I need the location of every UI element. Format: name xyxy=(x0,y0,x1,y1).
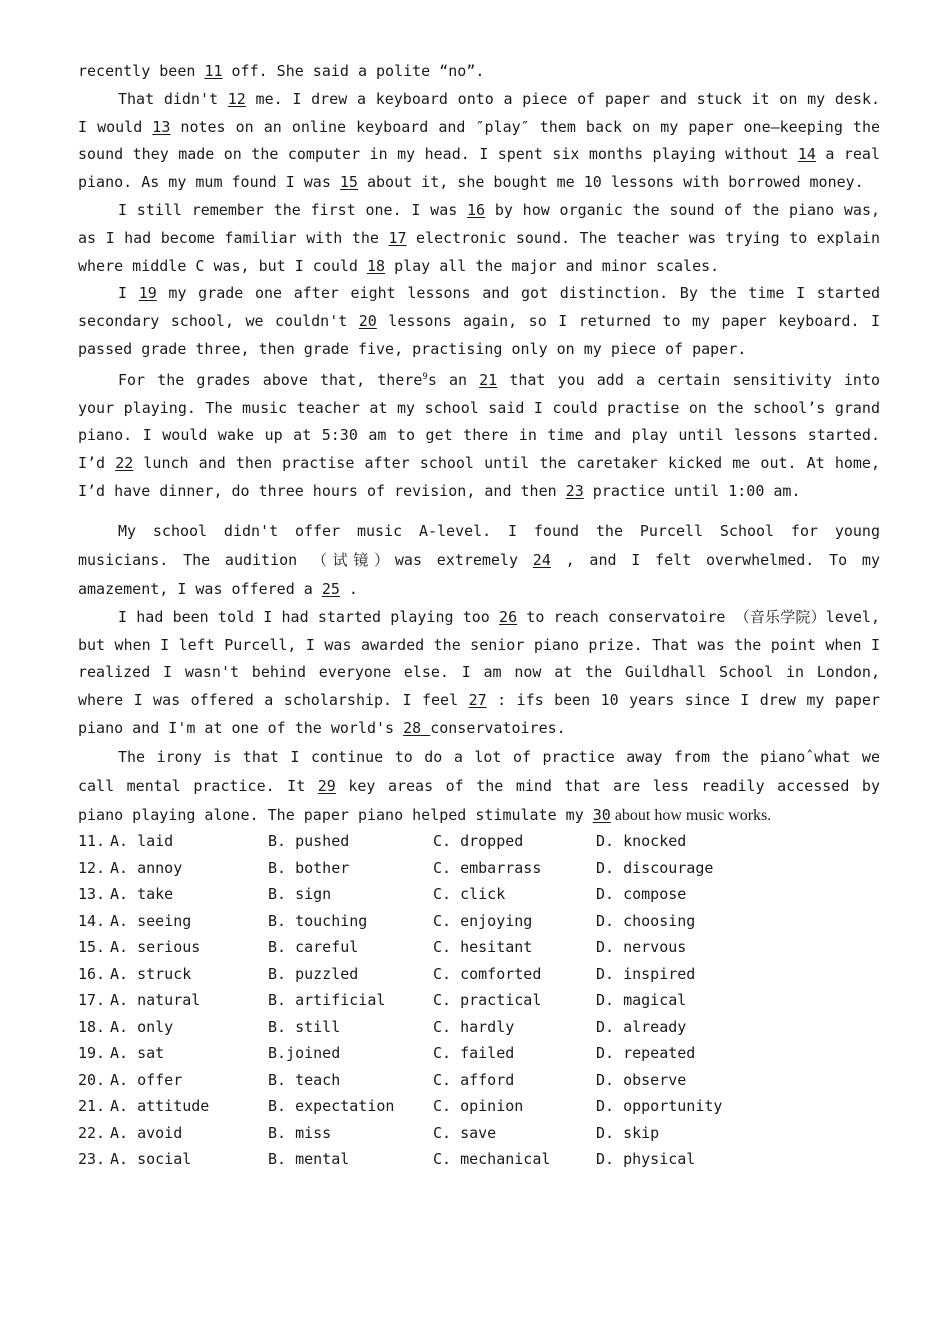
option-a: A. avoid xyxy=(110,1123,183,1142)
text: s an xyxy=(427,370,480,389)
option-d: D. physical xyxy=(596,1150,696,1168)
question-number: 15. xyxy=(78,938,106,956)
option-b: B. artificial xyxy=(268,991,386,1009)
text: that you add a certain sensitivity into your playing. The music teacher at my school said I could practise on the school’s grand piano. I would wake up at 5:30 am to get there in time and play until lessons started. I’d xyxy=(78,370,881,473)
option-row xyxy=(78,1067,880,1094)
option-c: C. hardly xyxy=(433,1017,515,1036)
paragraph-5 xyxy=(78,364,880,506)
question-number: 12. xyxy=(78,858,106,877)
blank-30: 30 xyxy=(592,805,611,824)
blank-18: 18 xyxy=(366,256,386,275)
question-number: 14. xyxy=(78,911,106,930)
text: play all the major and minor scales. xyxy=(385,256,720,275)
blank-25: 25 xyxy=(321,579,340,598)
option-d: D. opportunity xyxy=(596,1097,723,1115)
option-d: D. skip xyxy=(596,1123,660,1142)
option-a: A. take xyxy=(110,885,174,903)
option-d: D. magical xyxy=(596,991,687,1009)
option-b: B. mental xyxy=(268,1150,350,1168)
text: key areas of the mind that are less readily accessed by piano playing alone. The paper piano helped stimulate my xyxy=(78,776,880,824)
option-d: D. inspired xyxy=(596,964,696,983)
question-number: 23. xyxy=(78,1150,106,1168)
option-b: B.joined xyxy=(268,1044,341,1062)
option-c: C. click xyxy=(433,885,506,903)
option-c: C. opinion xyxy=(433,1097,524,1115)
blank-13: 13 xyxy=(152,117,171,136)
text: . xyxy=(339,579,358,598)
text: about how music works. xyxy=(610,806,772,824)
question-number: 16. xyxy=(78,964,106,983)
text: My school didn't offer music A-level. I found the Purcell School for young musicians. The audition （试镜）was extremely xyxy=(78,521,880,569)
option-row xyxy=(78,934,880,961)
answer-options xyxy=(78,828,880,1173)
blank-21: 21 xyxy=(479,370,498,389)
text: I xyxy=(118,284,139,303)
option-row xyxy=(78,855,880,882)
option-c: C. enjoying xyxy=(433,911,533,930)
text: lunch and then practise after school until the caretaker kicked me out. At home, I’d have dinner, do three hours of revision, and then xyxy=(78,454,880,500)
blank-24: 24 xyxy=(532,550,551,569)
text: about it, she bought me 10 lessons with borrowed money. xyxy=(357,173,864,192)
blank-27: 27 xyxy=(468,691,487,710)
option-row xyxy=(78,881,880,908)
option-a: A. seeing xyxy=(110,911,192,930)
text: , and I felt overwhelmed. To my amazement, I was offered a xyxy=(78,550,880,598)
paragraph-4 xyxy=(78,280,880,363)
option-a: A. social xyxy=(110,1150,192,1168)
text: practice until 1:00 am. xyxy=(583,481,801,500)
blank-29: 29 xyxy=(317,776,336,795)
option-c: C. save xyxy=(433,1123,497,1142)
option-c: C. hesitant xyxy=(433,938,533,956)
blank-26: 26 xyxy=(499,607,518,626)
text: by how organic the sound of the piano was, as I had become familiar with the xyxy=(78,200,881,247)
text: recently been xyxy=(78,62,205,80)
option-b: B. careful xyxy=(268,938,359,956)
option-d: D. knocked xyxy=(596,832,687,850)
text: to reach conservatoire （音乐学院）level, but when I left Purcell, I was awarded the senior piano prize. That was the point when I realized I wasn't behind everyone else. I am now at the Guildhall School in London, where I was offered a scholarship. I feel xyxy=(78,607,880,710)
question-number: 21. xyxy=(78,1097,106,1115)
text: me. I drew a keyboard onto a piece of paper and stuck it on my desk. I would xyxy=(78,89,881,136)
text: notes on an online keyboard and ″play″ them back on my paper one—keeping the sound they made on the computer in my head. I spent six months playing without xyxy=(78,117,881,164)
question-number: 20. xyxy=(78,1070,106,1089)
option-b: B. puzzled xyxy=(268,964,359,983)
text: electronic sound. The teacher was trying to explain where middle C was, but I could xyxy=(78,228,880,275)
option-a: A. serious xyxy=(110,938,201,956)
question-number: 13. xyxy=(78,885,106,903)
paragraph-3 xyxy=(78,197,880,280)
option-d: D. repeated xyxy=(596,1044,696,1062)
text: I still remember the first one. I was xyxy=(118,200,468,219)
option-b: B. teach xyxy=(268,1070,341,1089)
option-b: B. miss xyxy=(268,1123,332,1142)
text: : ifs been 10 years since I drew my paper piano and I'm at one of the world's xyxy=(78,691,880,737)
question-number: 19. xyxy=(78,1044,106,1062)
option-a: A. struck xyxy=(110,964,192,983)
option-row xyxy=(78,987,880,1014)
text: lessons again, so I returned to my paper keyboard. I passed grade three, then grade five, practising only on my piece of paper. xyxy=(78,312,880,358)
option-d: D. observe xyxy=(596,1070,687,1089)
option-b: B. pushed xyxy=(268,832,350,850)
blank-14: 14 xyxy=(797,145,816,164)
option-b: B. sign xyxy=(268,885,332,903)
option-row xyxy=(78,1120,880,1147)
text: That didn't xyxy=(118,89,228,108)
option-a: A. natural xyxy=(110,991,201,1009)
superscript: 9 xyxy=(422,371,428,382)
text: off. She said a polite “no”. xyxy=(222,62,485,80)
option-row xyxy=(78,1014,880,1041)
blank-20: 20 xyxy=(358,312,377,331)
option-c: C. practical xyxy=(433,991,542,1009)
option-d: D. nervous xyxy=(596,938,687,956)
option-row xyxy=(78,828,880,855)
option-c: C. mechanical xyxy=(433,1150,551,1168)
text: conservatoires. xyxy=(430,718,566,737)
option-row xyxy=(78,1146,880,1173)
option-c: C. afford xyxy=(433,1070,515,1089)
option-c: C. failed xyxy=(433,1044,515,1062)
blank-22: 22 xyxy=(115,454,134,473)
blank-11: 11 xyxy=(204,62,223,80)
option-d: D. choosing xyxy=(596,911,696,930)
option-b: B. bother xyxy=(268,858,350,877)
option-a: A. attitude xyxy=(110,1097,210,1115)
text: my grade one after eight lessons and got distinction. By the time I started secondary school, we couldn't xyxy=(78,284,880,331)
passage xyxy=(78,58,880,830)
text: The irony is that I continue to do a lot of practice away from the pianoˆwhat we call mental practice. It xyxy=(78,747,880,795)
option-c: C. dropped xyxy=(433,832,524,850)
blank-12: 12 xyxy=(227,89,246,108)
option-row xyxy=(78,1040,880,1067)
question-number: 11. xyxy=(78,832,106,850)
blank-17: 17 xyxy=(388,228,407,247)
paragraph-7 xyxy=(78,604,880,743)
paragraph-8 xyxy=(78,743,880,830)
option-b: B. touching xyxy=(268,911,368,930)
paragraph-2 xyxy=(78,86,880,197)
question-number: 18. xyxy=(78,1017,106,1036)
option-a: A. annoy xyxy=(110,858,183,877)
option-d: D. discourage xyxy=(596,858,714,877)
option-row xyxy=(78,1093,880,1120)
question-number: 22. xyxy=(78,1123,106,1142)
text: I had been told I had started playing too xyxy=(118,607,500,626)
option-a: A. only xyxy=(110,1017,174,1036)
blank-28: 28 xyxy=(403,718,431,737)
option-b: B. still xyxy=(268,1017,341,1036)
blank-23: 23 xyxy=(565,481,584,500)
option-row xyxy=(78,961,880,988)
option-c: C. embarrass xyxy=(433,858,542,877)
blank-16: 16 xyxy=(467,200,486,219)
option-c: C. comforted xyxy=(433,964,542,983)
paragraph-1 xyxy=(78,58,880,86)
option-d: D. already xyxy=(596,1017,687,1036)
blank-19: 19 xyxy=(138,284,157,303)
option-row xyxy=(78,908,880,935)
option-a: A. sat xyxy=(110,1044,165,1062)
option-d: D. compose xyxy=(596,885,687,903)
question-number: 17. xyxy=(78,991,106,1009)
blank-15: 15 xyxy=(339,173,358,192)
text: a real piano. As my mum found I was xyxy=(78,145,880,192)
option-a: A. offer xyxy=(110,1070,183,1089)
text: For the grades above that, there xyxy=(118,370,423,389)
paragraph-6 xyxy=(78,517,880,604)
option-b: B. expectation xyxy=(268,1097,395,1115)
option-a: A. laid xyxy=(110,832,174,850)
